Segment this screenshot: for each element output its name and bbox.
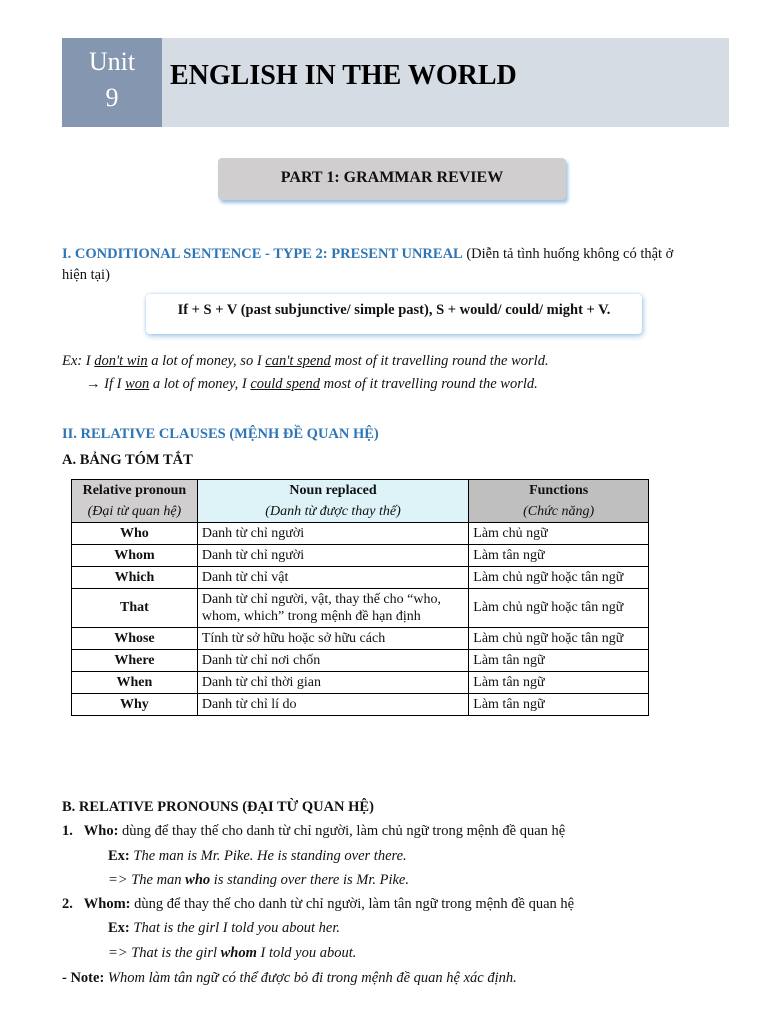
ex2-underline-2: could spend: [250, 376, 320, 392]
example-line-1: [62, 353, 549, 370]
pronoun-cell: Which: [72, 567, 198, 589]
section1-heading: I. CONDITIONAL SENTENCE - TYPE 2: PRESENT UNREAL: [62, 246, 463, 262]
result-prefix: => The man: [108, 872, 186, 888]
noun-cell: Danh từ chỉ người: [197, 545, 468, 567]
noun-cell: Danh từ chỉ thời gian: [197, 672, 468, 694]
item-whom-number: 2.: [62, 896, 73, 912]
item-whom-term: Whom:: [83, 896, 131, 912]
section1-heading-block: [62, 244, 730, 264]
item-who-number: 1.: [62, 823, 73, 839]
part-label: PART 1: GRAMMAR REVIEW: [218, 158, 566, 200]
unit-word: Unit: [88, 47, 136, 76]
result-keyword: who: [185, 872, 211, 888]
table-row: [72, 628, 649, 650]
col-header-function: Functions: [469, 480, 649, 503]
ex-label: Ex:: [108, 920, 130, 936]
note: [62, 968, 517, 988]
col-subheader-pronoun: (Đại từ quan hệ): [72, 502, 198, 523]
noun-cell: Danh từ chỉ người, vật, thay thế cho “who, whom, which” trong mệnh đề hạn định: [197, 589, 468, 628]
unit-number: 9: [105, 83, 119, 112]
table-row: [72, 545, 649, 567]
item-whom-desc: dùng để thay thế cho danh từ chỉ người, làm tân ngữ trong mệnh đề quan hệ: [130, 896, 575, 912]
section1-note: (Diễn tả tình huống không có thật ở: [466, 246, 674, 262]
table-row: [72, 650, 649, 672]
table-row: [72, 694, 649, 716]
col-header-pronoun: Relative pronoun: [72, 480, 198, 503]
table-row: [72, 589, 649, 628]
ex2-mid: a lot of money, I: [149, 376, 251, 392]
formula-box: If + S + V (past subjunctive/ simple past), S + would/ could/ might + V.: [146, 294, 642, 334]
col-subheader-function: (Chức năng): [469, 502, 649, 523]
ex1-mid: a lot of money, so I: [147, 353, 266, 369]
sectionA-heading: A. BẢNG TÓM TẮT: [62, 452, 193, 468]
table-row: [72, 567, 649, 589]
ex1-underline-1: don't win: [94, 353, 148, 369]
unit-badge: [62, 38, 162, 127]
noun-cell: Danh từ chỉ người: [197, 523, 468, 545]
page-title: ENGLISH IN THE WORLD: [170, 60, 517, 91]
function-cell: Làm chủ ngữ hoặc tân ngữ: [469, 567, 649, 589]
table-row: [72, 672, 649, 694]
ex1-prefix: Ex: I: [62, 353, 95, 369]
col-subheader-noun: (Danh từ được thay thế): [197, 502, 468, 523]
function-cell: Làm chủ ngữ: [469, 523, 649, 545]
item-whom-example: [108, 918, 340, 938]
pronoun-cell: Whom: [72, 545, 198, 567]
ex2-suffix: most of it travelling round the world.: [320, 376, 538, 392]
example-line-2: [86, 376, 538, 393]
ex1-underline-2: can't spend: [265, 353, 331, 369]
pronoun-cell: Where: [72, 650, 198, 672]
section2-heading: II. RELATIVE CLAUSES (MỆNH ĐỀ QUAN HỆ): [62, 426, 379, 442]
item-who: [62, 821, 565, 841]
ex2-prefix: → If I: [86, 376, 126, 392]
pronoun-cell: Who: [72, 523, 198, 545]
ex-label: Ex:: [108, 848, 130, 864]
pronoun-cell: Whose: [72, 628, 198, 650]
item-whom-result: [108, 943, 356, 963]
function-cell: Làm tân ngữ: [469, 545, 649, 567]
pronoun-cell: That: [72, 589, 198, 628]
function-cell: Làm tân ngữ: [469, 672, 649, 694]
item-who-example: [108, 846, 407, 866]
ex-text: That is the girl I told you about her.: [129, 920, 340, 936]
sectionB-heading: B. RELATIVE PRONOUNS (ĐẠI TỪ QUAN HỆ): [62, 799, 374, 815]
table-row: [72, 523, 649, 545]
note-label: - Note:: [62, 970, 105, 986]
result-suffix: I told you about.: [256, 945, 357, 961]
result-suffix: is standing over there is Mr. Pike.: [210, 872, 409, 888]
function-cell: Làm chủ ngữ hoặc tân ngữ: [469, 628, 649, 650]
noun-cell: Danh từ chỉ vật: [197, 567, 468, 589]
ex1-suffix: most of it travelling round the world.: [330, 353, 549, 369]
item-who-term: Who:: [83, 823, 119, 839]
item-whom: [62, 894, 574, 914]
function-cell: Làm tân ngữ: [469, 694, 649, 716]
ex2-underline-1: won: [125, 376, 150, 392]
result-keyword: whom: [220, 945, 257, 961]
note-text: Whom làm tân ngữ có thể được bỏ đi trong mệnh đề quan hệ xác định.: [104, 970, 517, 986]
pronoun-cell: Why: [72, 694, 198, 716]
item-who-result: [108, 870, 409, 890]
noun-cell: Tính từ sở hữu hoặc sở hữu cách: [197, 628, 468, 650]
function-cell: Làm chủ ngữ hoặc tân ngữ: [469, 589, 649, 628]
noun-cell: Danh từ chỉ lí do: [197, 694, 468, 716]
noun-cell: Danh từ chỉ nơi chốn: [197, 650, 468, 672]
item-who-desc: dùng để thay thế cho danh từ chỉ người, làm chủ ngữ trong mệnh đề quan hệ: [118, 823, 566, 839]
pronoun-cell: When: [72, 672, 198, 694]
ex-text: The man is Mr. Pike. He is standing over there.: [129, 848, 407, 864]
section1-note-continued: hiện tại): [62, 267, 110, 283]
function-cell: Làm tân ngữ: [469, 650, 649, 672]
relative-pronoun-table: [71, 479, 649, 716]
result-prefix: => That is the girl: [108, 945, 221, 961]
col-header-noun: Noun replaced: [197, 480, 468, 503]
